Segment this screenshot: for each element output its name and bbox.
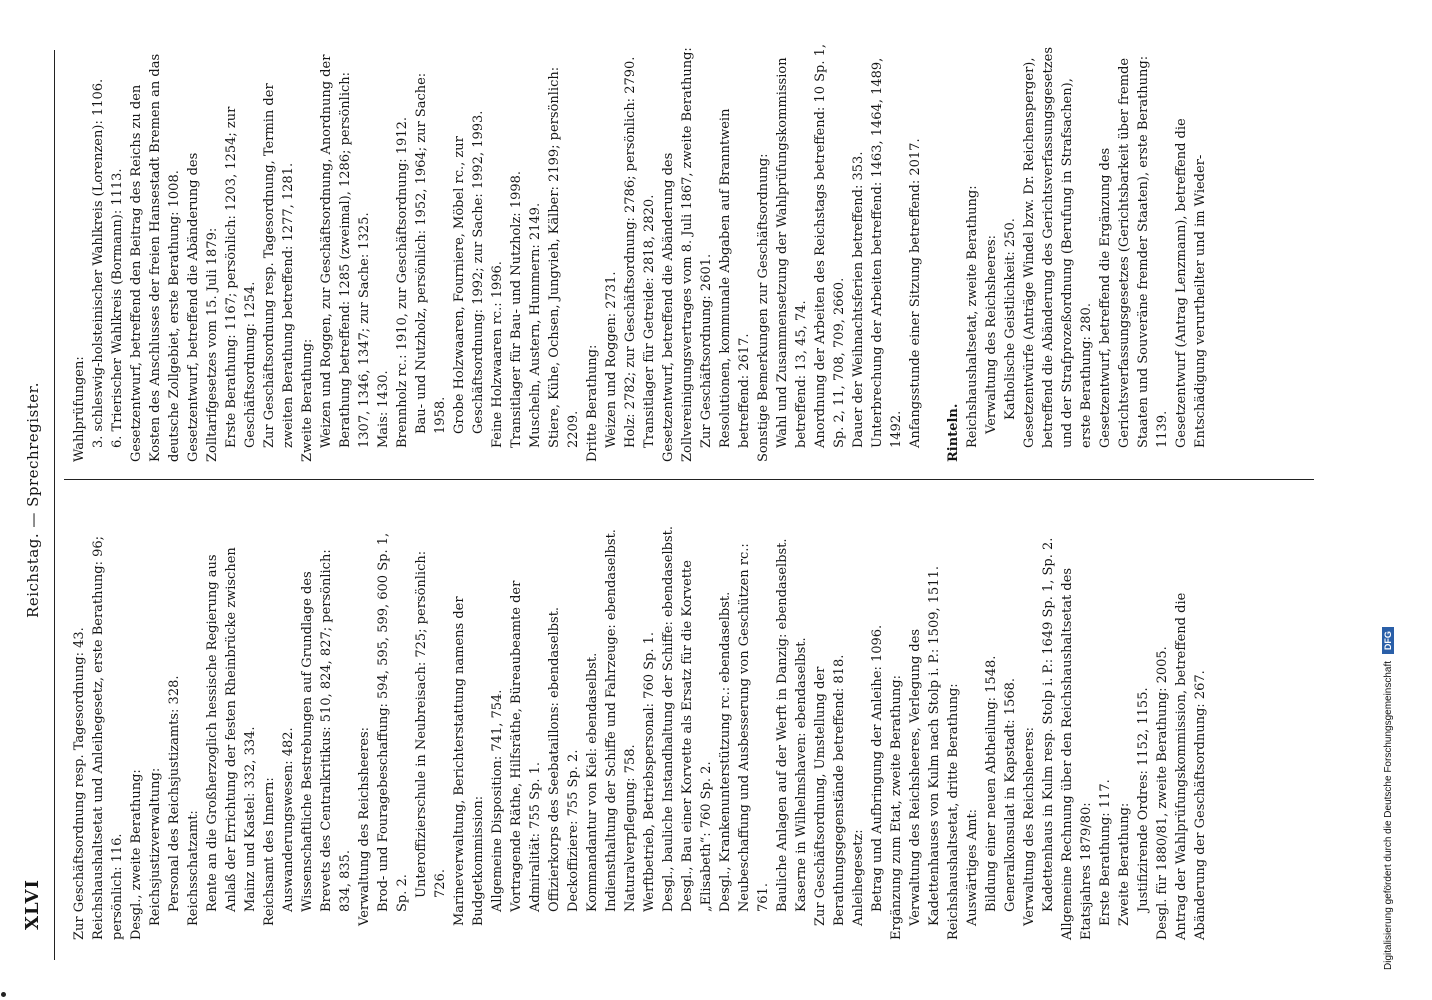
index-entry: Werftbetrieb, Betriebspersonal: 760 Sp. 1. bbox=[642, 631, 657, 912]
index-entry: Deckoffiziere: 755 Sp. 2. bbox=[566, 749, 581, 912]
index-entry: Vortragende Räthe, Hilfsräthe, Büreaubeamte der Admiralität: 755 Sp. 1. bbox=[509, 580, 543, 912]
index-entry: Gesetzentwurf (Antrag Lenzmann), betreffend die Entschädigung verurtheilter und im Wieder- bbox=[1174, 118, 1208, 448]
credit-text: Digitalisierung gefördert durch die Deutsche Forschungsgemeinschaft bbox=[1383, 660, 1394, 970]
index-entry: Wissenschaftliche Bestrebungen auf Grundlage des Brevets des Centralkritikus: 510, 824, 827; persönlich: 834, 835. bbox=[300, 549, 353, 912]
index-entry: 3. schleswig-holsteinischer Wahlkreis (Lorenzen): 1106. bbox=[91, 78, 106, 448]
index-entry: Wahl und Zusammensetzung der Wahlprüfungskommission betreffend: 13, 45, 74. bbox=[775, 57, 809, 448]
index-entry: Grobe Holzwaaren, Fourniere, Möbel rc., zur Geschäftsordnung: 1992; zur Sache: 1992, 1993. bbox=[452, 110, 486, 434]
index-entry: Weizen und Roggen: 2731. bbox=[604, 271, 619, 448]
index-entry: Betrag und Aufbringung der Anleihe: 1096. bbox=[870, 624, 885, 912]
column-divider bbox=[64, 479, 1314, 480]
index-entry: Verwaltung des Reichsheeres: bbox=[357, 726, 372, 926]
index-entry: Gesetzentwurf, betreffend den Beitrag des Reichs zu den Kosten des Anschlusses der freien Hansestadt Bremen an das deutsche Zollgebiet, erste Berathung: 1008. bbox=[129, 53, 182, 462]
index-entry: Unteroffizierschule in Neubreisach: 725; persönlich: 726. bbox=[414, 550, 448, 898]
index-entry: Bildung einer neuen Abtheilung: 1548. bbox=[984, 655, 999, 912]
index-entry: Desgl., zweite Berathung: bbox=[129, 769, 144, 940]
index-entry: Zur Geschäftsordnung, Umstellung der Berathungsgegenstände betreffend: 818. bbox=[813, 654, 847, 926]
index-entry: Gesetzentwurf, betreffend die Abänderung des Zolltarifgesetzes vom 15. Juli 1879: bbox=[186, 152, 220, 462]
index-entry: Justifizirende Ordres: 1152, 1155. bbox=[1136, 687, 1151, 912]
index-entry: Kommandantur von Kiel: ebendaselbst. bbox=[585, 652, 600, 912]
index-entry: Offizierkorps des Seebataillons: ebendaselbst. bbox=[547, 606, 562, 912]
index-entry: Wahlprüfungen: bbox=[72, 356, 87, 462]
index-entry: Gesetzentwurf, betreffend die Ergänzung des Gerichtsverfassungsgesetzes (Gerichtsbarkeit über fremde Staaten und Souveräne fremder Staaten), erste Berathung: 1139. bbox=[1098, 55, 1170, 448]
index-entry: Bauliche Anlagen auf der Werft in Danzig: ebendaselbst. bbox=[775, 538, 790, 912]
running-title: Reichstag. — Sprechregister. bbox=[24, 382, 42, 618]
page-header bbox=[0, 0, 62, 1000]
index-entry: Desgl., bauliche Instandhaltung der Schiffe: ebendaselbst. bbox=[661, 525, 676, 912]
index-entry: Muscheln, Austern, Hummern: 2149. bbox=[528, 202, 543, 448]
left-column bbox=[70, 520, 1210, 940]
index-entry: Gesetzentwurf, betreffend die Abänderung des Zollvereinigungsvertrages vom 8. Juli 1867, zweite Berathung: bbox=[661, 47, 695, 462]
index-entry: Allgemeine Disposition: 741, 754. bbox=[490, 689, 505, 912]
index-entry: Zur Geschäftsordnung: 2601. bbox=[699, 253, 714, 448]
index-entry: Sonstige Bemerkungen zur Geschäftsordnung: bbox=[756, 153, 771, 462]
index-entry: Antrag der Wahlprüfungskommission, betreffend die Abänderung der Geschäftsordnung: 267. bbox=[1174, 592, 1208, 940]
index-entry: Zur Geschäftsordnung resp. Tagesordnung: 43. bbox=[72, 627, 87, 940]
index-entry: Reichshaushaltsetat, zweite Berathung: bbox=[965, 185, 980, 448]
index-entry: Neubeschaffung und Ausbesserung von Geschützen rc.: 761. bbox=[737, 543, 771, 912]
index-entry: Auswärtiges Amt: bbox=[965, 808, 980, 926]
index-entry: Rente an die Großherzoglich hessische Regierung aus Anlaß der Errichtung der festen Rheinbrücke zwischen Mainz und Kastel: 332, 334. bbox=[205, 547, 258, 912]
index-entry: Verwaltung des Reichsheeres: bbox=[1022, 726, 1037, 926]
index-entry: Personal des Reichsjustizamts: 328. bbox=[167, 675, 182, 912]
index-entry: Holz: 2782; zur Geschäftsordnung: 2786; persönlich: 2790. bbox=[623, 56, 638, 448]
index-entry: Naturalverpflegung: 758. bbox=[623, 744, 638, 912]
index-entry: Stiere, Kühe, Ochsen, Jungvieh, Kälber: 2199; persönlich: 2209. bbox=[547, 66, 581, 448]
right-column bbox=[70, 42, 1210, 462]
index-entry: Brennholz rc.: 1910, zur Geschäftsordnung: 1912. bbox=[395, 117, 410, 448]
index-entry bbox=[925, 42, 944, 462]
page-number: XLVI bbox=[22, 879, 43, 930]
index-entry: Kaserne in Wilhelmshaven: ebendaselbst. bbox=[794, 637, 809, 912]
index-entry: Marineverwaltung, Berichterstattung namens der Budgetkommission: bbox=[452, 596, 486, 926]
index-entry: Reichsschatzamt: bbox=[186, 810, 201, 926]
index-entry: Anfangsstunde einer Sitzung betreffend: 2017. bbox=[908, 138, 923, 448]
index-entry: Erste Berathung: 1167; persönlich: 1203, 1254; zur Geschäftsordnung: 1254. bbox=[224, 106, 258, 448]
index-entry: Erste Berathung: 117. bbox=[1098, 779, 1113, 926]
index-entry: Resolutionen, kommunale Abgaben auf Branntwein betreffend: 2617. bbox=[718, 108, 752, 448]
index-entry: Reichsamt des Innern: bbox=[262, 777, 277, 926]
index-entry: Ergänzung zum Etat, zweite Berathung: bbox=[889, 675, 904, 940]
index-entry: Brod- und Fouragebeschaffung: 594, 595, 599, 600 Sp. 1, Sp. 2. bbox=[376, 532, 410, 912]
index-entry: Dritte Berathung: bbox=[585, 344, 600, 462]
index-entry: Gesetzentwürfe (Anträge Windel bzw. Dr. Reichensperger), betreffend die Abänderung des Gerichtsverfassungsgesetzes und der Strafprozeßordnung (Berufung in Strafsachen), erste Berathung: 280. bbox=[1022, 46, 1094, 448]
index-entry: Verwaltung des Reichsheeres: bbox=[984, 234, 999, 434]
index-entry: Generalkonsulat in Kapstadt: 1568. bbox=[1003, 677, 1018, 912]
index-entry: 6. Trierischer Wahlkreis (Bormann): 1113. bbox=[110, 168, 125, 448]
index-entry: Feine Holzwaaren rc.: 1996. bbox=[490, 261, 505, 448]
index-entry: Mais: 1430. bbox=[376, 370, 391, 448]
index-entry: Kadettenhaus in Kulm resp. Stolp i. P.: 1649 Sp. 1, Sp. 2. bbox=[1041, 537, 1056, 912]
index-entry: Anordnung der Arbeiten des Reichstags betreffend: 10 Sp. 1, Sp. 2, 11, 708, 709, 2660. bbox=[813, 44, 847, 448]
index-entry: Bau- und Nutzholz, persönlich: 1952, 1964; zur Sache: 1958. bbox=[414, 72, 448, 434]
index-entry: Auswanderungswesen: 482. bbox=[281, 727, 296, 912]
dfg-logo: DFG bbox=[1382, 627, 1394, 654]
index-entry: Allgemeine Rechnung über den Reichshaushaltsetat des Etatsjahres 1879/80: bbox=[1060, 567, 1094, 940]
index-entry: Dauer der Weihnachtsferien betreffend: 353. bbox=[851, 151, 866, 448]
index-entry: Reichsjustizverwaltung: bbox=[148, 767, 163, 926]
index-entry: Anleihegesetz: bbox=[851, 829, 866, 926]
index-entry: Transitlager für Getreide: 2818, 2820. bbox=[642, 194, 657, 448]
index-heading: Rinteln. bbox=[946, 403, 961, 462]
index-entry: Desgl., Bau einer Korvette als Ersatz für die Korvette „Elisabeth“: 760 Sp. 2. bbox=[680, 560, 714, 912]
index-entry: Zweite Berathung: bbox=[300, 338, 315, 462]
index-entry: Indiensthaltung der Schiffe und Fahrzeuge: ebendaselbst. bbox=[604, 529, 619, 912]
header-rule bbox=[54, 50, 55, 960]
index-entry: Unterbrechung der Arbeiten betreffend: 1463, 1464, 1489, 1492. bbox=[870, 57, 904, 448]
index-entry: Verwaltung des Reichsheeres, Verlegung des Kadettenhauses von Kulm nach Stolp i. P.: 1509, 1511. bbox=[908, 566, 942, 926]
index-entry: Reichshaushaltsetat und Anleihegesetz, erste Berathung: 96; persönlich: 116. bbox=[91, 535, 125, 940]
index-entry: Zweite Berathung: bbox=[1117, 802, 1132, 926]
index-entry: Desgl., Krankenunterstützung rc.: ebendaselbst. bbox=[718, 591, 733, 912]
digitization-credit bbox=[1382, 70, 1394, 970]
index-entry: Weizen und Roggen, zur Geschäftsordnung, Anordnung der Berathung betreffend: 1285 (zweimal), 1286; persönlich: 1307, 1346, 1347; zur Sache: 1325. bbox=[319, 54, 372, 448]
index-entry: Zur Geschäftsordnung resp. Tagesordnung, Termin der zweiten Berathung betreffend: 1277, 1281. bbox=[262, 83, 296, 448]
index-entry: Transitlager für Bau- und Nutzholz: 1998. bbox=[509, 170, 524, 448]
index-entry: Desgl. für 1880/81, zweite Berathung: 2005. bbox=[1155, 646, 1170, 940]
index-entry: Reichshaushaltsetat, dritte Berathung: bbox=[946, 683, 961, 940]
scan-mark bbox=[1, 992, 6, 997]
index-entry: Katholische Geistlichkeit: 250. bbox=[1003, 218, 1018, 420]
